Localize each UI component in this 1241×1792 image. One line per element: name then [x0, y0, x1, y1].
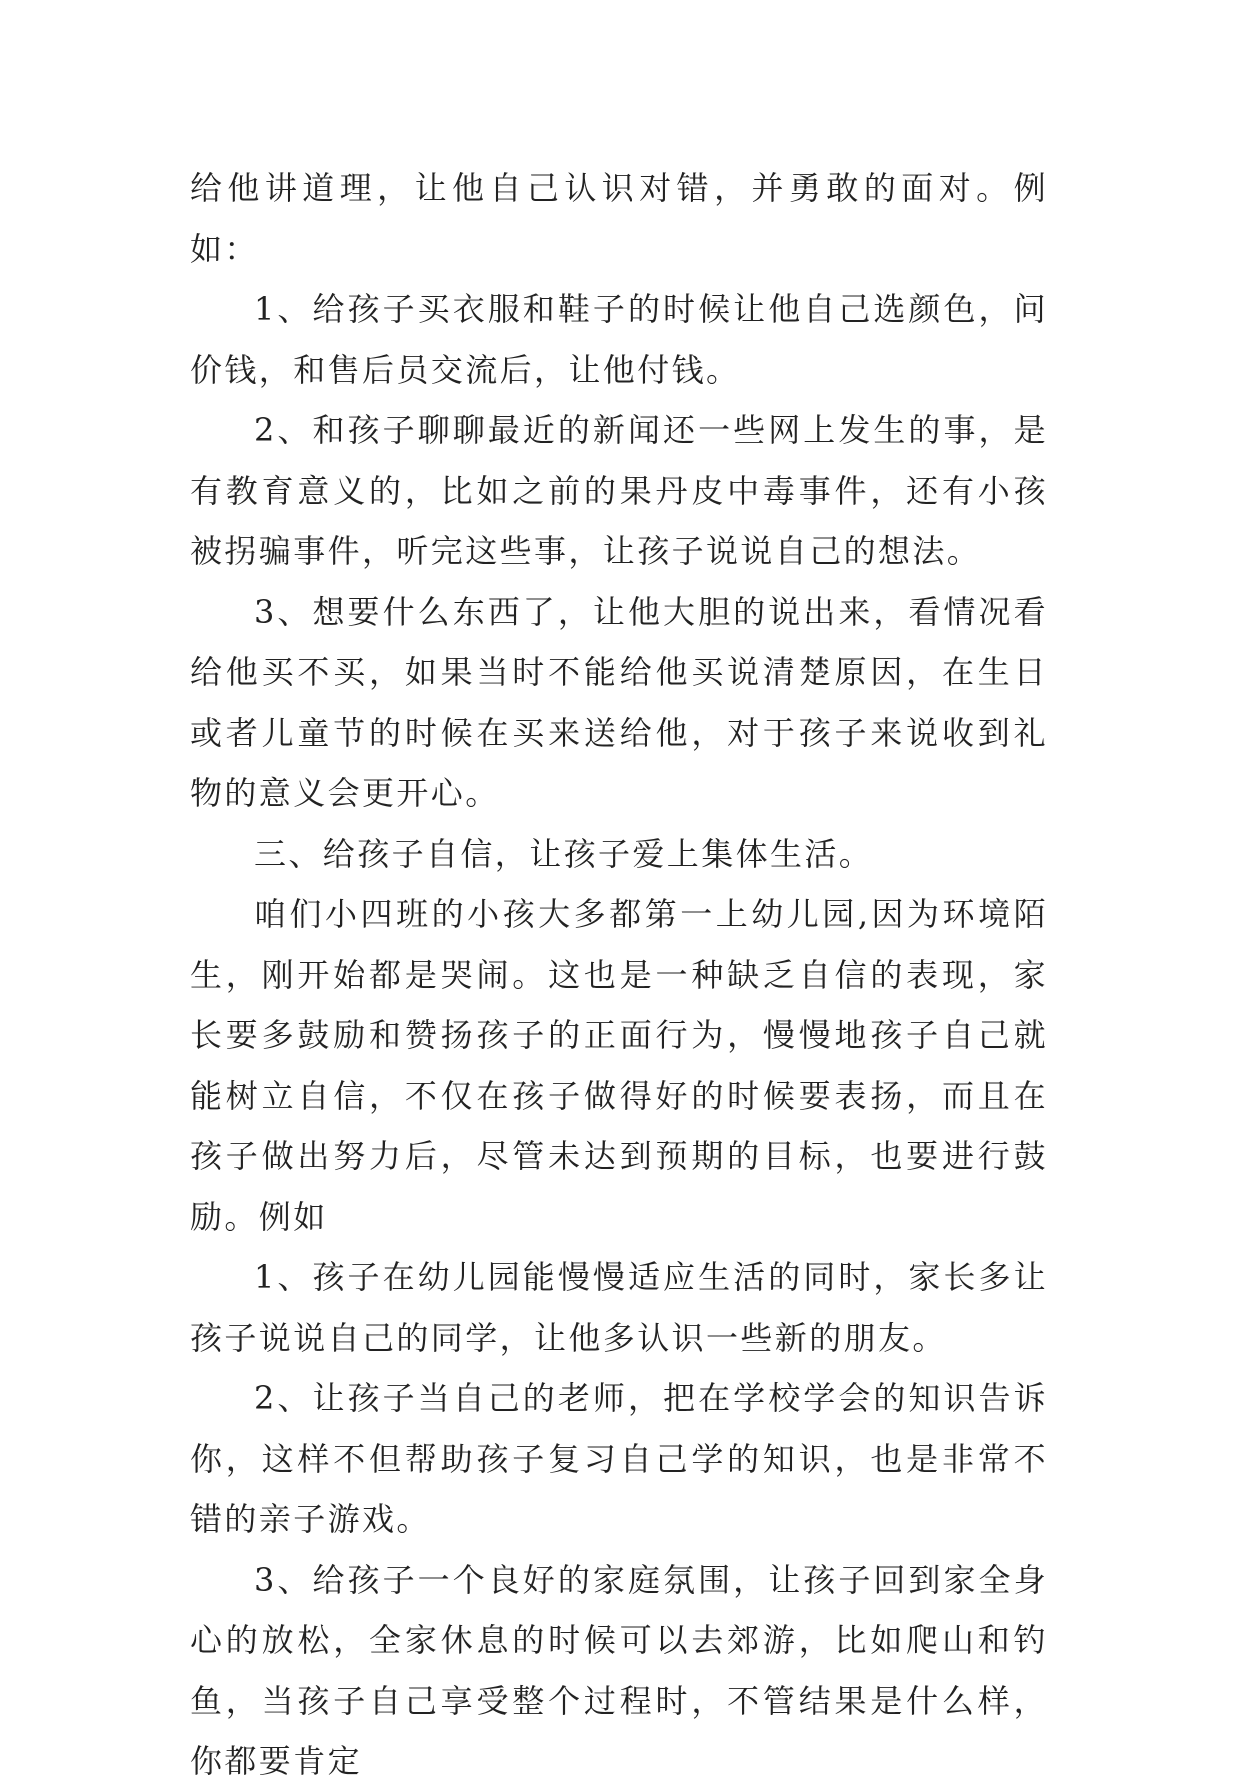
- document-body: [190, 158, 1048, 1792]
- paragraph-intro-continuation: 给他讲道理，让他自己认识对错，并勇敢的面对。例如：: [190, 169, 1048, 268]
- paragraph-class-intro: 咱们小四班的小孩大多都第一上幼儿园,因为环境陌生，刚开始都是哭闹。这也是一种缺乏自信的表现，家长要多鼓励和赞扬孩子的正面行为，慢慢地孩子自己就能树立自信，不仅在孩子做得好的时候要表扬，而且在孩子做出努力后，尽管未达到预期的目标，也要进行鼓励。例如: [190, 895, 1048, 1236]
- paragraph-item-3-wants: 3、想要什么东西了，让他大胆的说出来，看情况看给他买不买，如果当时不能给他买说清楚原因，在生日或者儿童节的时候在买来送给他，对于孩子来说收到礼物的意义会更开心。: [190, 592, 1048, 812]
- paragraph-item-1-adapt: 1、孩子在幼儿园能慢慢适应生活的同时，家长多让孩子说说自己的同学，让他多认识一些新的朋友。: [190, 1258, 1048, 1357]
- section-heading-3: 三、给孩子自信，让孩子爱上集体生活。: [254, 834, 874, 873]
- paragraph-item-3-family: 3、给孩子一个良好的家庭氛围，让孩子回到家全身心的放松，全家休息的时候可以去郊游，比如爬山和钓鱼，当孩子自己享受整个过程时，不管结果是什么样，你都要肯定: [190, 1560, 1048, 1780]
- paragraph-item-2-news-chat: 2、和孩子聊聊最近的新闻还一些网上发生的事，是有教育意义的，比如之前的果丹皮中毒事件，还有小孩被拐骗事件，听完这些事，让孩子说说自己的想法。: [190, 411, 1048, 570]
- paragraph-item-2-teacher: 2、让孩子当自己的老师，把在学校学会的知识告诉你，这样不但帮助孩子复习自己学的知识，也是非常不错的亲子游戏。: [190, 1379, 1048, 1538]
- paragraph-item-1-buy-clothes: 1、给孩子买衣服和鞋子的时候让他自己选颜色，问价钱，和售后员交流后，让他付钱。: [190, 290, 1048, 389]
